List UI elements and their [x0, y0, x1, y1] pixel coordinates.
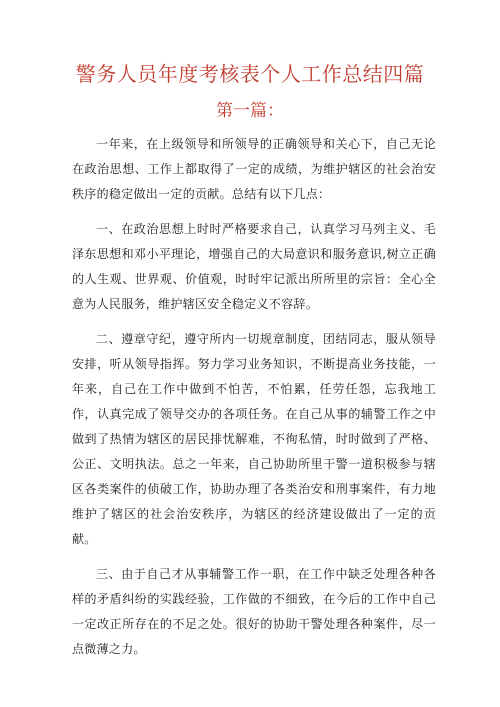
paragraph-intro: 一年来，在上级领导和所领导的正确领导和关心下，自己无论在政治思想、工作上都取得了一定的成绩，为维护辖区的社会治安秩序的稳定做出一定的贡献。总结有以下几点： [72, 137, 436, 201]
document-body [72, 132, 436, 672]
paragraph-point-2: 二、遵章守纪，遵守所内一切规章制度，团结同志，服从领导安排，听从领导指挥。努力学习业务知识，不断提高业务技能，一年来，自己在工作中做到不怕苦，不怕累，任劳任怨，忘我地工作，认真完成了领导交办的各项任务。在自己从事的辅警工作之中做到了热情为辖区的居民排忧解难，不徇私情，时时做到了严格、公正、文明执法。总之一年来，自己协助所里干警一道积极参与辖区各类案件的侦破工作，协助办理了各类治安和刑事案件，有力地维护了辖区的社会治安秩序，为辖区的经济建设做出了一定的贡献。 [72, 332, 436, 546]
document-title: 警务人员年度考核表个人工作总结四篇 [75, 62, 425, 86]
section-heading: 第一篇： [216, 101, 284, 121]
paragraph-point-3: 三、由于自己才从事辅警工作一职，在工作中缺乏处理各种各样的矛盾纠纷的实践经验，工作做的不细致，在今后的工作中自己一定改正所存在的不足之处。很好的协助干警处理各种案件，尽一点微薄之力。 [72, 567, 436, 656]
paragraph-point-1: 一、在政治思想上时时严格要求自己，认真学习马列主义、毛泽东思想和邓小平理论，增强自己的大局意识和服务意识,树立正确的人生观、世界观、价值观，时时牢记派出所所里的宗旨：全心全意为人民服务，维护辖区安全稳定义不容辞。 [72, 222, 436, 311]
